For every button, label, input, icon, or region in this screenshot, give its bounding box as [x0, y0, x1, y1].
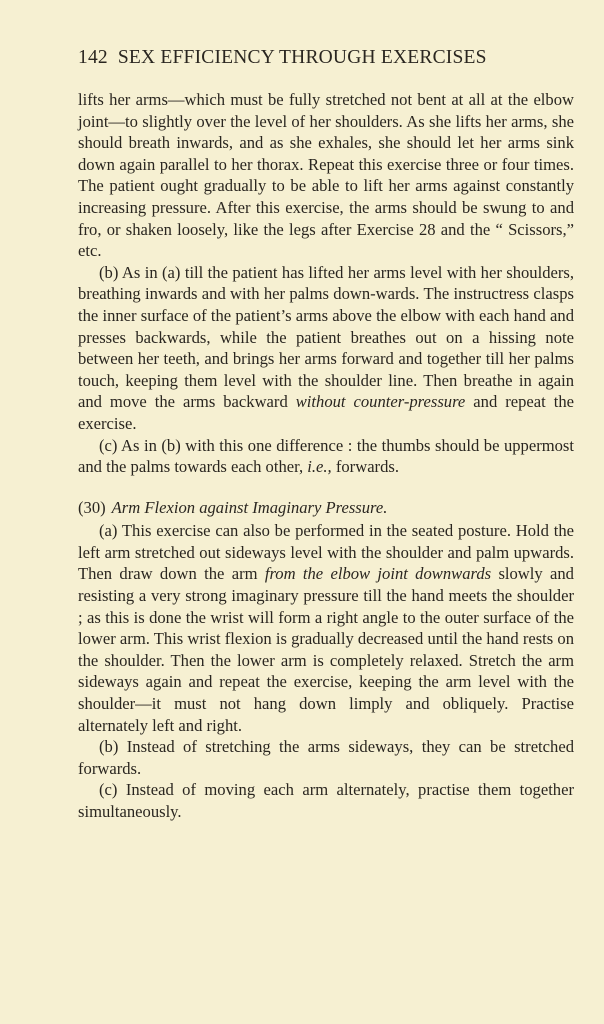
- page-header: [78, 47, 574, 79]
- emphasis-text: from the elbow joint downwards: [264, 564, 492, 584]
- paragraph-text: and repeat the exercise.: [78, 392, 575, 433]
- page-number: 142: [78, 47, 108, 68]
- emphasis-text: i.e.,: [307, 457, 332, 477]
- paragraph-text: This exercise can also be performed in the seated posture. Hold the left arm stretched out sideways level with the shoulder and palm upwards. Then draw down the arm: [78, 521, 574, 584]
- paragraph-text: forwards.: [335, 457, 399, 477]
- section-number: (30): [78, 497, 106, 517]
- paragraph-text: Instead of stretching the arms sideways, they can be stretched forwards.: [78, 737, 574, 778]
- paragraph-b: [78, 736, 574, 779]
- paragraph-a: [78, 520, 574, 736]
- paragraph-continued: [78, 89, 574, 262]
- section-heading: [78, 497, 574, 519]
- paragraph-text: As in (a) till the patient has lifted her arms level with her shoulders, breathing inwards and with her palms down-wards. The instructress clasps the inner surface of the patient’s arms above the elbow with each hand and presses backwards, while the patient breathes out on a hissing note between her teeth, and brings her arms forward and together till her palms touch, keeping them level with the shoulder line. Then breathe in again and move the arms backward: [78, 262, 575, 412]
- item-label: (a): [99, 521, 118, 541]
- item-label: (c): [99, 435, 118, 455]
- paragraph-text: Instead of moving each arm alternately, practise them together simultaneously.: [78, 780, 574, 821]
- paragraph-text: slowly and resisting a very strong imaginary pressure till the hand meets the shoulder ; as this is done the wrist will form a right angle to the outer surface of the lower arm. This wrist flexion is gradually decreased until the hand rests on the shoulder. Then the lower arm is completely relaxed. Stretch the arm sideways again and repeat the exercise, keeping the arm level with the shoulder—it must not hang down limply and obliquely. Practise alternately left and right.: [78, 564, 574, 735]
- item-label: (b): [99, 737, 119, 757]
- paragraph-c: [78, 779, 574, 822]
- running-title: SEX EFFICIENCY THROUGH EXERCISES: [117, 47, 487, 68]
- paragraph-c: [78, 435, 574, 478]
- paragraph-text: lifts her arms—which must be fully stretched not bent at all at the elbow joint—to slightly over the level of her shoulders. As she lifts her arms, she should breath inwards, and as she exhales, she should let her arms sink down again parallel to her thorax. Repeat this exercise three or four times. The patient ought gradually to be able to lift her arms against constantly increasing pressure. After this exercise, the arms should be swung to and fro, or shaken loosely, like the legs after Exercise 28 and the “ Scissors,” etc.: [78, 90, 574, 261]
- emphasis-text: without counter-pressure: [295, 392, 466, 412]
- paragraph-text: As in (b) with this one difference : the thumbs should be uppermost and the palms towards each other,: [78, 435, 575, 477]
- page-body: [78, 89, 574, 823]
- item-label: (b): [99, 262, 119, 282]
- paragraph-b: [78, 262, 574, 435]
- section-title: Arm Flexion against Imaginary Pressure.: [111, 497, 388, 517]
- item-label: (c): [99, 780, 118, 800]
